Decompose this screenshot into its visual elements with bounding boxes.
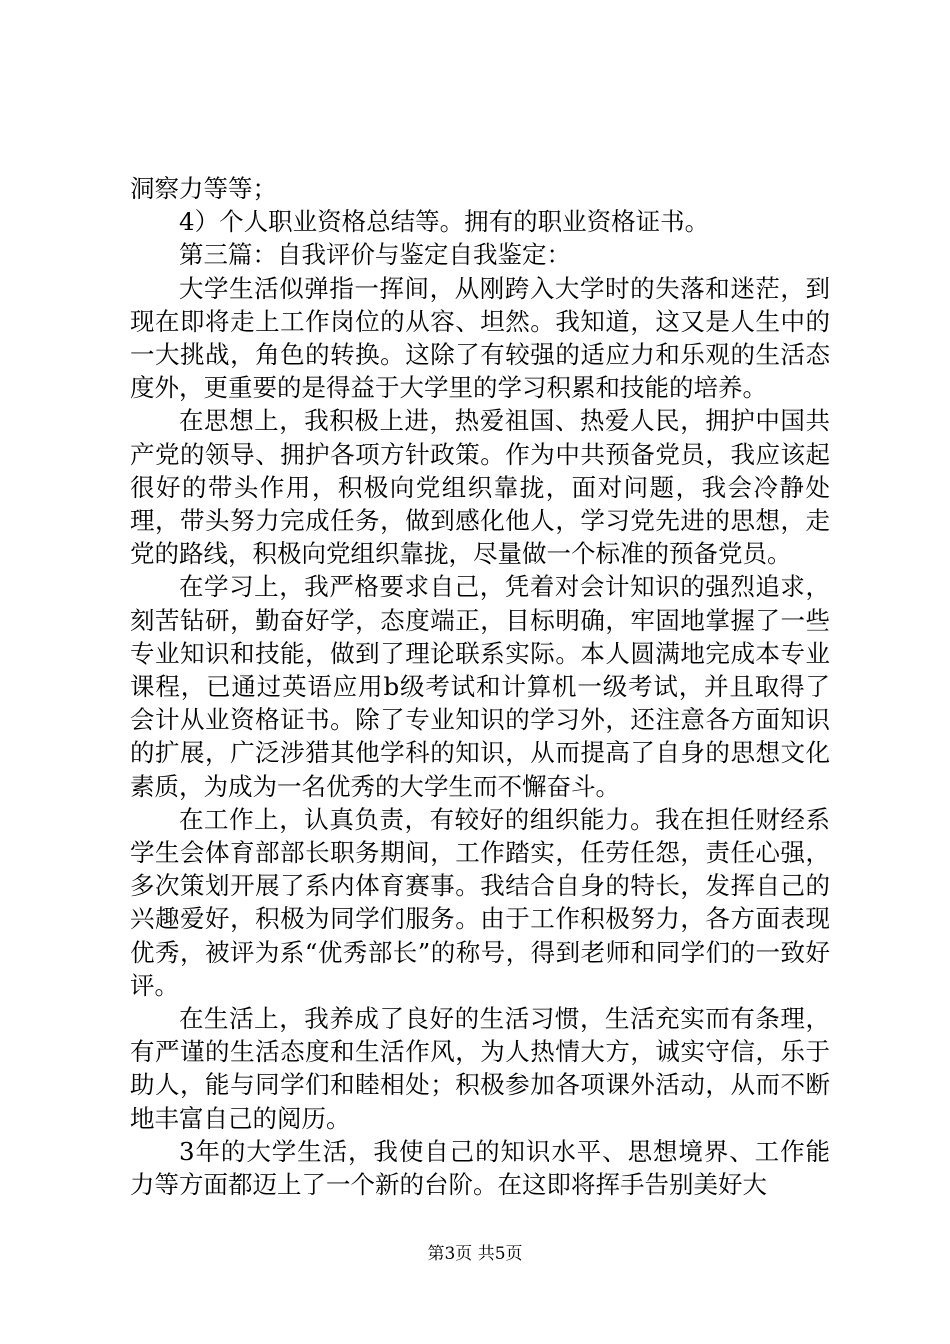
paragraph-study: 在学习上，我严格要求自己，凭着对会计知识的强烈追求，刻苦钻研，勤奋好学，态度端正，目标明确，牢固地掌握了一些专业知识和技能，做到了理论联系实际。本人圆满地完成本专业课程，已通过英语应用b级考试和计算机一级考试，并且取得了会计从业资格证书。除了专业知识的学习外，还注意各方面知识的扩展，广泛涉猎其他学科的知识，从而提高了自身的思想文化素质，为成为一名优秀的大学生而不懈奋斗。 <box>130 572 830 801</box>
paragraph-2: 4）个人职业资格总结等。拥有的职业资格证书。 <box>179 207 710 237</box>
document-body <box>130 172 830 1201</box>
paragraph-thought: 在思想上，我积极上进，热爱祖国、热爱人民，拥护中国共产党的领导、拥护各项方针政策。作为中共预备党员，我应该起很好的带头作用，积极向党组织靠拢，面对问题，我会冷静处理，带头努力完成任务，做到感化他人，学习党先进的思想，走党的路线，积极向党组织靠拢，尽量做一个标准的预备党员。 <box>130 406 830 569</box>
paragraph-life: 在生活上，我养成了良好的生活习惯，生活充实而有条理，有严谨的生活态度和生活作风，为人热情大方，诚实守信，乐于助人，能与同学们和睦相处；积极参加各项课外活动，从而不断地丰富自己的阅历。 <box>130 1004 830 1133</box>
paragraph-work: 在工作上，认真负责，有较好的组织能力。我在担任财经系学生会体育部部长职务期间，工作踏实，任劳任怨，责任心强，多次策划开展了系内体育赛事。我结合自身的特长，发挥自己的兴趣爱好，积极为同学们服务。由于工作积极努力，各方面表现优秀，被评为系“优秀部长”的称号，得到老师和同学们的一致好评。 <box>130 804 830 1000</box>
paragraph-intro: 大学生活似弹指一挥间，从刚跨入大学时的失落和迷茫，到现在即将走上工作岗位的从容、坦然。我知道，这又是人生中的一大挑战，角色的转换。这除了有较强的适应力和乐观的生活态度外，更重要的是得益于大学里的学习积累和技能的培养。 <box>130 273 830 403</box>
paragraph-1: 洞察力等等； <box>130 174 277 203</box>
paragraph-summary: 3年的大学生活，我使自己的知识水平、思想境界、工作能力等方面都迈上了一个新的台阶。在这即将挥手告别美好大 <box>130 1136 830 1200</box>
section-heading: 第三篇：自我评价与鉴定自我鉴定： <box>179 240 571 270</box>
page-number-footer: 第3页 共5页 <box>427 1244 523 1264</box>
